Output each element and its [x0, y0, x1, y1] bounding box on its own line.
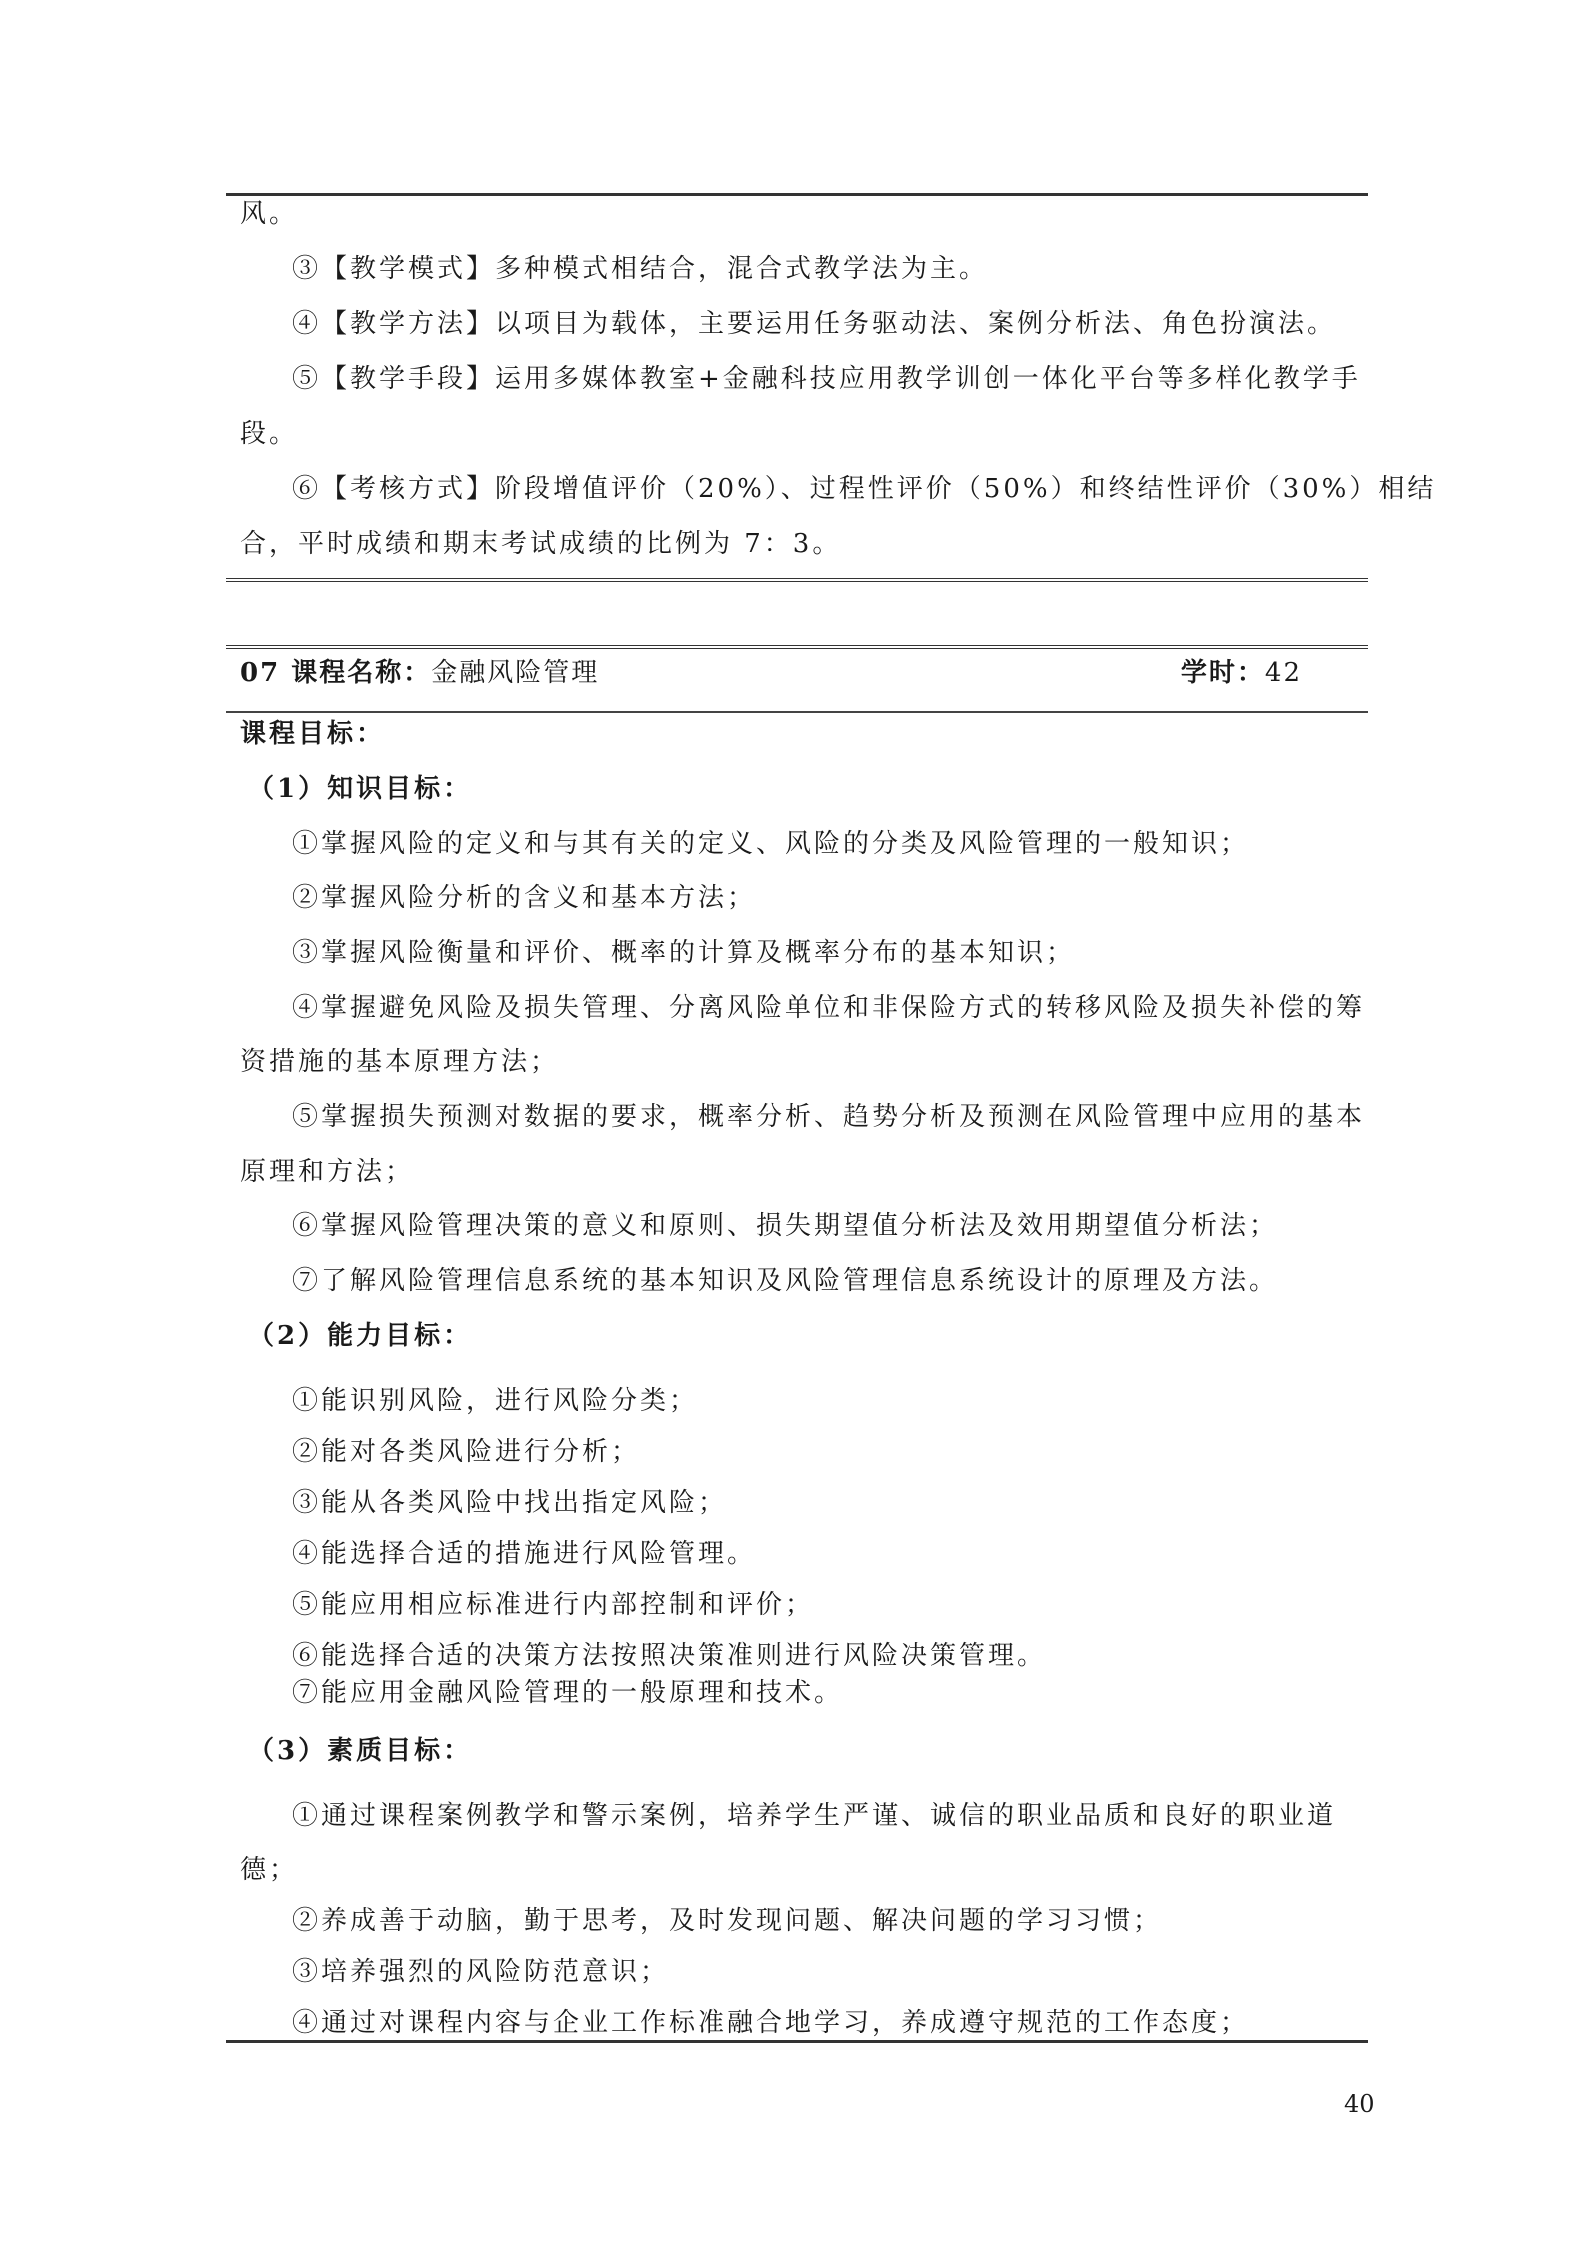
ability-item: ②能对各类风险进行分析；	[292, 1437, 641, 1467]
course-header-divider	[226, 711, 1368, 713]
quality-item: ②养成善于动脑，勤于思考，及时发现问题、解决问题的学习习惯；	[292, 1906, 1163, 1936]
table-top-border	[226, 193, 1368, 196]
ability-item: ③能从各类风险中找出指定风险；	[292, 1488, 728, 1518]
knowledge-title: （1）知识目标：	[248, 774, 473, 804]
knowledge-item: ②掌握风险分析的含义和基本方法；	[292, 883, 757, 913]
knowledge-item: ⑦了解风险管理信息系统的基本知识及风险管理信息系统设计的原理及方法。	[292, 1266, 1279, 1296]
course-hours: 42	[1264, 657, 1302, 688]
course-name-label: 07 课程名称：	[240, 657, 432, 688]
course-hours-cell	[1181, 652, 1350, 689]
quality-item: ④通过对课程内容与企业工作标准融合地学习，养成遵守规范的工作态度；	[292, 2008, 1250, 2038]
goals-title: 课程目标：	[240, 719, 386, 749]
knowledge-item: ③掌握风险衡量和评价、概率的计算及概率分布的基本知识；	[292, 938, 1076, 968]
text-line: ③【教学模式】多种模式相结合，混合式教学法为主。	[292, 254, 989, 284]
knowledge-item: 资措施的基本原理方法；	[240, 1047, 560, 1077]
quality-title: （3）素质目标：	[248, 1736, 473, 1766]
course-name-cell	[240, 652, 599, 689]
text-line: 风。	[240, 199, 299, 229]
quality-item: ③培养强烈的风险防范意识；	[292, 1957, 670, 1987]
knowledge-item: ④掌握避免风险及损失管理、分离风险单位和非保险方式的转移风险及损失补偿的筹	[292, 993, 1366, 1023]
course-name: 金融风险管理	[431, 657, 600, 688]
course-table-bottom-border	[226, 2040, 1368, 2043]
ability-title: （2）能力目标：	[248, 1321, 473, 1351]
course-table-top-border	[226, 645, 1368, 649]
text-line: ⑥【考核方式】阶段增值评价（20%）、过程性评价（50%）和终结性评价（30%）相结	[292, 474, 1437, 504]
text-line: 段。	[240, 419, 299, 449]
quality-item: 德；	[240, 1855, 299, 1885]
page-number: 40	[1344, 2090, 1375, 2118]
text-line: ⑤【教学手段】运用多媒体教室+金融科技应用教学训创一体化平台等多样化教学手	[292, 364, 1361, 394]
text-line: ④【教学方法】以项目为载体，主要运用任务驱动法、案例分析法、角色扮演法。	[292, 309, 1337, 339]
ability-item: ⑦能应用金融风险管理的一般原理和技术。	[292, 1678, 844, 1708]
knowledge-item: ①掌握风险的定义和与其有关的定义、风险的分类及风险管理的一般知识；	[292, 829, 1250, 859]
table-bottom-border	[226, 578, 1368, 582]
ability-item: ⑤能应用相应标准进行内部控制和评价；	[292, 1590, 815, 1620]
knowledge-item: 原理和方法；	[240, 1157, 415, 1187]
ability-item: ⑥能选择合适的决策方法按照决策准则进行风险决策管理。	[292, 1641, 1047, 1671]
course-hours-label: 学时：	[1180, 657, 1265, 688]
ability-item: ①能识别风险，进行风险分类；	[292, 1386, 699, 1416]
ability-item: ④能选择合适的措施进行风险管理。	[292, 1539, 757, 1569]
knowledge-item: ⑥掌握风险管理决策的意义和原则、损失期望值分析法及效用期望值分析法；	[292, 1211, 1279, 1241]
quality-item: ①通过课程案例教学和警示案例，培养学生严谨、诚信的职业品质和良好的职业道	[292, 1801, 1337, 1831]
text-line: 合，平时成绩和期末考试成绩的比例为 7：3。	[240, 529, 842, 559]
knowledge-item: ⑤掌握损失预测对数据的要求，概率分析、趋势分析及预测在风险管理中应用的基本	[292, 1102, 1366, 1132]
course-header-row	[240, 650, 1350, 690]
